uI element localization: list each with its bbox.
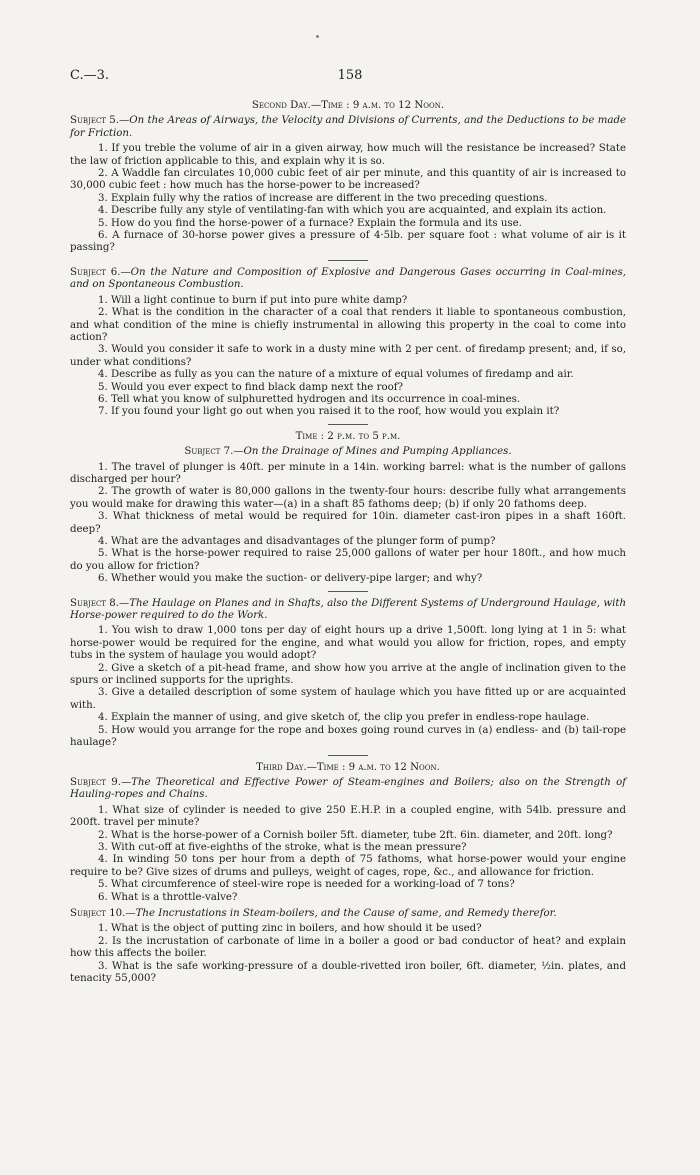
question: 1. Will a light continue to burn if put into pure white damp? [98, 294, 408, 306]
day-heading: Time : 2 p.m. to 5 p.m. [295, 430, 401, 442]
subject-label: Subject 10. [70, 907, 126, 919]
subject-title: —On the Areas of Airways, the Velocity and Divisions of Currents, and the Deductions to be made for Friction. [70, 115, 626, 139]
section-subject-6 [70, 267, 626, 419]
question: 2. A Waddle fan circulates 10,000 cubic feet of air per minute, and this quantity of air is increased to 30,000 cubic feet : how much has the horse-power to be increased? [70, 168, 626, 192]
question: 2. What is the condition in the character of a coal that renders it liable to spontaneous combustion, and what condition of the mine is chiefly instrumental in allowing this property in the coal to come into action? [70, 307, 626, 343]
question: 1. You wish to draw 1,000 tons per day of eight hours up a drive 1,500ft. long lying at 1 in 5: what horse-power would be required for the engine, and what would you allow for friction, ropes, and empty tubs in the system of haulage you would adopt? [70, 625, 626, 662]
subject-title: —On the Drainage of Mines and Pumping Appliances. [233, 446, 512, 458]
section-subject-10 [70, 908, 626, 985]
question: 6. Tell what you know of sulphuretted hydrogen and its occurrence in coal-mines. [98, 393, 521, 405]
subject-label: Subject 9. [70, 776, 121, 788]
subject-title: —The Incrustations in Steam-boilers, and the Cause of same, and Remedy therefor. [125, 907, 557, 919]
subject-label: Subject 8. [70, 597, 120, 609]
question: 2. Is the incrustation of carbonate of lime in a boiler a good or bad conductor of heat? and explain how this affects the boiler. [70, 935, 626, 960]
question: 2. What is the horse-power of a Cornish boiler 5ft. diameter, tube 2ft. 6in. diameter, and 20ft. long? [98, 829, 613, 841]
question: 4. Describe as fully as you can the nature of a mixture of equal volumes of firedamp and air. [98, 369, 574, 381]
question: 4. Explain the manner of using, and give sketch of, the clip you prefer in endless-rope haulage. [98, 712, 590, 724]
question: 6. Whether would you make the suction- or delivery-pipe larger; and why? [98, 573, 483, 585]
question: 2. Give a sketch of a pit-head frame, and show how you arrive at the angle of inclination given to the spurs or inclined supports for the uprights. [70, 662, 626, 687]
question: 5. What circumference of steel-wire rope is needed for a working-load of 7 tons? [98, 879, 515, 891]
question: 3. What is the safe working-pressure of a double-rivetted iron boiler, 6ft. diameter, ½in. plates, and tenacity 55,000? [70, 960, 626, 984]
question: 6. What is a throttle-valve? [98, 891, 238, 903]
section-subject-5 [70, 100, 626, 255]
page-number: 158 [337, 68, 363, 83]
section-divider [328, 424, 368, 425]
question: 3. Give a detailed description of some system of haulage which you have fitted up or are acquainted with. [70, 687, 626, 711]
document-reference: C.—3. [70, 68, 110, 83]
subject-heading [70, 115, 626, 140]
question: 3. Explain fully why the ratios of increase are different in the two preceding questions. [98, 192, 548, 204]
subject-title: —On the Nature and Composition of Explosive and Dangerous Gases occurring in Coal-mines, and on Spontaneous Combustion. [70, 266, 627, 291]
question: 3. What thickness of metal would be required for 10in. diameter cast-iron pipes in a shaft 160ft. deep? [70, 511, 626, 535]
question: 5. What is the horse-power required to raise 25,000 gallons of water per hour 180ft., and how much do you allow for friction? [70, 548, 626, 572]
question: 1. If you treble the volume of air in a given airway, how much will the resistance be increased? State the law of friction applicable to this, and explain why it is so. [70, 143, 626, 167]
day-heading: Third Day.—Time : 9 a.m. to 12 Noon. [256, 761, 440, 773]
subject-label: Subject 5. [70, 115, 120, 127]
subject-label: Subject 6. [70, 266, 121, 278]
question: 2. The growth of water is 80,000 gallons in the twenty-four hours: describe fully what arrangements you would make for drawing this water—(a) in a shaft 85 fathoms deep; (b) if only 20 fathoms deep. [70, 486, 626, 510]
question: 1. What size of cylinder is needed to give 250 E.H.P. in a coupled engine, with 54lb. pressure and 200ft. travel per minute? [70, 804, 626, 829]
day-heading: Second Day.—Time : 9 a.m. to 12 Noon. [251, 100, 445, 111]
question: 3. Would you consider it safe to work in a dusty mine with 2 per cent. of firedamp present; and, if so, under what conditions? [70, 344, 626, 368]
question: 3. With cut-off at five-eighths of the stroke, what is the mean pressure? [98, 841, 467, 853]
page-header [70, 70, 630, 86]
exam-content [70, 100, 626, 985]
question: 4. Describe fully any style of ventilating-fan with which you are acquainted, and explain its action. [98, 205, 607, 217]
subject-label: Subject 7. [184, 446, 234, 458]
section-subject-9 [70, 762, 626, 904]
question: 4. In winding 50 tons per hour from a depth of 75 fathoms, what horse-power would your engine require to be? Give sizes of drums and pulleys, weight of cages, rope, &c., and allowance for friction. [70, 854, 626, 878]
section-divider [328, 755, 368, 756]
question: 7. If you found your light go out when you raised it to the roof, how would you explain it? [98, 406, 560, 418]
subject-heading [70, 777, 626, 802]
subject-heading [70, 908, 626, 920]
section-divider [328, 260, 368, 261]
subject-heading [70, 598, 626, 623]
subject-title: —The Haulage on Planes and in Shafts, also the Different Systems of Underground Haulage, with Horse-power required to do the Work. [70, 597, 627, 622]
question: 5. Would you ever expect to find black damp next the roof? [98, 381, 403, 393]
subject-title: —The Theoretical and Effective Power of Steam-engines and Boilers; also on the Strength of Hauling-ropes and Chains. [70, 776, 626, 801]
question: 5. How would you arrange for the rope and boxes going round curves in (a) endless- and (b) tail-rope haulage? [70, 724, 626, 749]
question: 6. A furnace of 30-horse power gives a pressure of 4·5lb. per square foot : what volume of air is it passing? [70, 230, 626, 254]
question: 1. What is the object of putting zinc in boilers, and how should it be used? [98, 923, 482, 935]
scan-speck [316, 35, 319, 38]
question: 1. The travel of plunger is 40ft. per minute in a 14in. working barrel: what is the number of gallons discharged per hour? [70, 461, 626, 485]
subject-heading [70, 446, 626, 458]
question: 5. How do you find the horse-power of a furnace? Explain the formula and its use. [98, 217, 522, 229]
section-subject-8 [70, 598, 626, 750]
subject-heading [70, 267, 626, 292]
question: 4. What are the advantages and disadvantages of the plunger form of pump? [98, 536, 496, 547]
section-subject-7 [70, 431, 626, 586]
section-divider [328, 591, 368, 592]
